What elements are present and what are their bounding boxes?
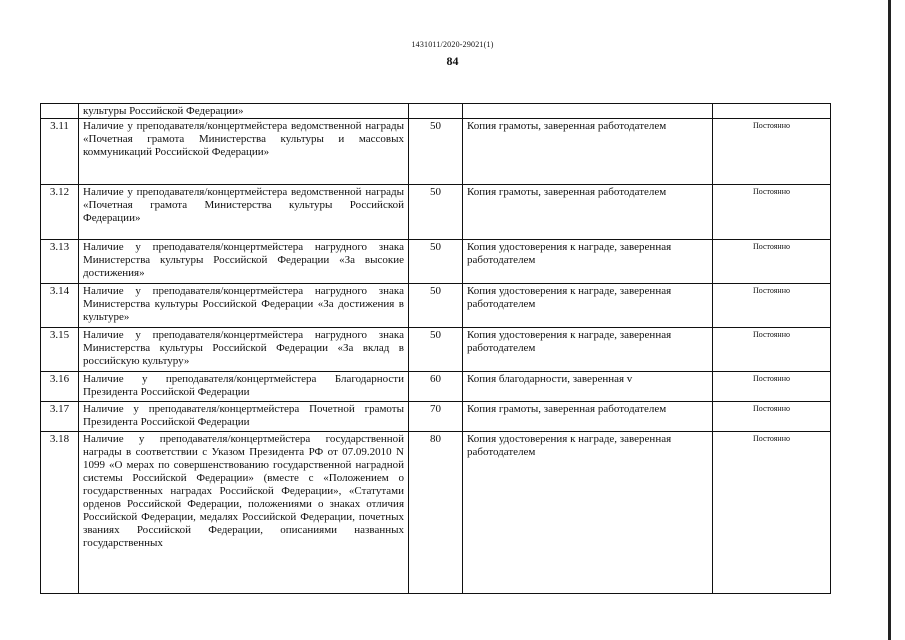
validity-period: Постоянно — [713, 372, 831, 402]
points-value: 50 — [409, 328, 463, 372]
points-value: 70 — [409, 402, 463, 432]
criterion-description: Наличие у преподавателя/концертмейстера государственной награды в соответствии с Указом Президента РФ от 07.09.2010 N 1099 «О мерах по совершенствованию государственной наградной системы Российской Федерации» (вместе с «Положением о государственных наградах Российской Федерации», «Статутами орденов Российской Федерации, положениями о знаках отличия Российской Федерации, медалях Российской Федерации, почетных званиях Российской Федерации, описаниями названных государственных — [79, 432, 409, 594]
scan-edge-line — [888, 0, 891, 640]
criterion-description: Наличие у преподавателя/концертмейстера Благодарности Президента Российской Федерации — [79, 372, 409, 402]
row-number: 3.18 — [41, 432, 79, 594]
confirming-document: Копия удостоверения к награде, заверенная работодателем — [463, 284, 713, 328]
table-row — [41, 185, 831, 240]
table-row — [41, 119, 831, 185]
points-value: 50 — [409, 185, 463, 240]
criterion-description: Наличие у преподавателя/концертмейстера ведомственной награды «Почетная грамота Министерства культуры Российской Федерации» — [79, 185, 409, 240]
criterion-description: Наличие у преподавателя/концертмейстера нагрудного знака Министерства культуры Российской Федерации «За вклад в российскую культуру» — [79, 328, 409, 372]
row-number: 3.13 — [41, 240, 79, 284]
awards-criteria-table — [40, 103, 831, 594]
row-number: 3.11 — [41, 119, 79, 185]
confirming-document: Копия грамоты, заверенная работодателем — [463, 185, 713, 240]
validity-period: Постоянно — [713, 432, 831, 594]
row-number: 3.17 — [41, 402, 79, 432]
confirming-document: Копия благодарности, заверенная v — [463, 372, 713, 402]
row-number — [41, 104, 79, 119]
validity-period: Постоянно — [713, 185, 831, 240]
confirming-document — [463, 104, 713, 119]
row-number: 3.16 — [41, 372, 79, 402]
validity-period: Постоянно — [713, 240, 831, 284]
validity-period: Постоянно — [713, 284, 831, 328]
confirming-document: Копия удостоверения к награде, заверенная работодателем — [463, 328, 713, 372]
points-value: 50 — [409, 240, 463, 284]
row-number: 3.12 — [41, 185, 79, 240]
validity-period: Постоянно — [713, 402, 831, 432]
criterion-description: Наличие у преподавателя/концертмейстера Почетной грамоты Президента Российской Федерации — [79, 402, 409, 432]
table-row — [41, 284, 831, 328]
criterion-description: культуры Российской Федерации» — [79, 104, 409, 119]
page-number: 84 — [446, 54, 459, 68]
points-value: 50 — [409, 119, 463, 185]
table-row — [41, 372, 831, 402]
points-value: 60 — [409, 372, 463, 402]
criterion-description: Наличие у преподавателя/концертмейстера ведомственной награды «Почетная грамота Министерства культуры и массовых коммуникаций Российской Федерации» — [79, 119, 409, 185]
confirming-document: Копия удостоверения к награде, заверенная работодателем — [463, 432, 713, 594]
row-number: 3.14 — [41, 284, 79, 328]
validity-period — [713, 104, 831, 119]
row-number: 3.15 — [41, 328, 79, 372]
table-row — [41, 104, 831, 119]
table-row — [41, 328, 831, 372]
document-id: 1431011/2020-29021(1) — [411, 40, 494, 49]
points-value: 80 — [409, 432, 463, 594]
criterion-description: Наличие у преподавателя/концертмейстера нагрудного знака Министерства культуры Российской Федерации «За высокие достижения» — [79, 240, 409, 284]
table-row — [41, 240, 831, 284]
validity-period: Постоянно — [713, 328, 831, 372]
table-row — [41, 432, 831, 594]
confirming-document: Копия грамоты, заверенная работодателем — [463, 402, 713, 432]
confirming-document: Копия грамоты, заверенная работодателем — [463, 119, 713, 185]
points-value: 50 — [409, 284, 463, 328]
table-row — [41, 402, 831, 432]
points-value — [409, 104, 463, 119]
confirming-document: Копия удостоверения к награде, заверенная работодателем — [463, 240, 713, 284]
validity-period: Постоянно — [713, 119, 831, 185]
criterion-description: Наличие у преподавателя/концертмейстера нагрудного знака Министерства культуры Российской Федерации «За достижения в культуре» — [79, 284, 409, 328]
